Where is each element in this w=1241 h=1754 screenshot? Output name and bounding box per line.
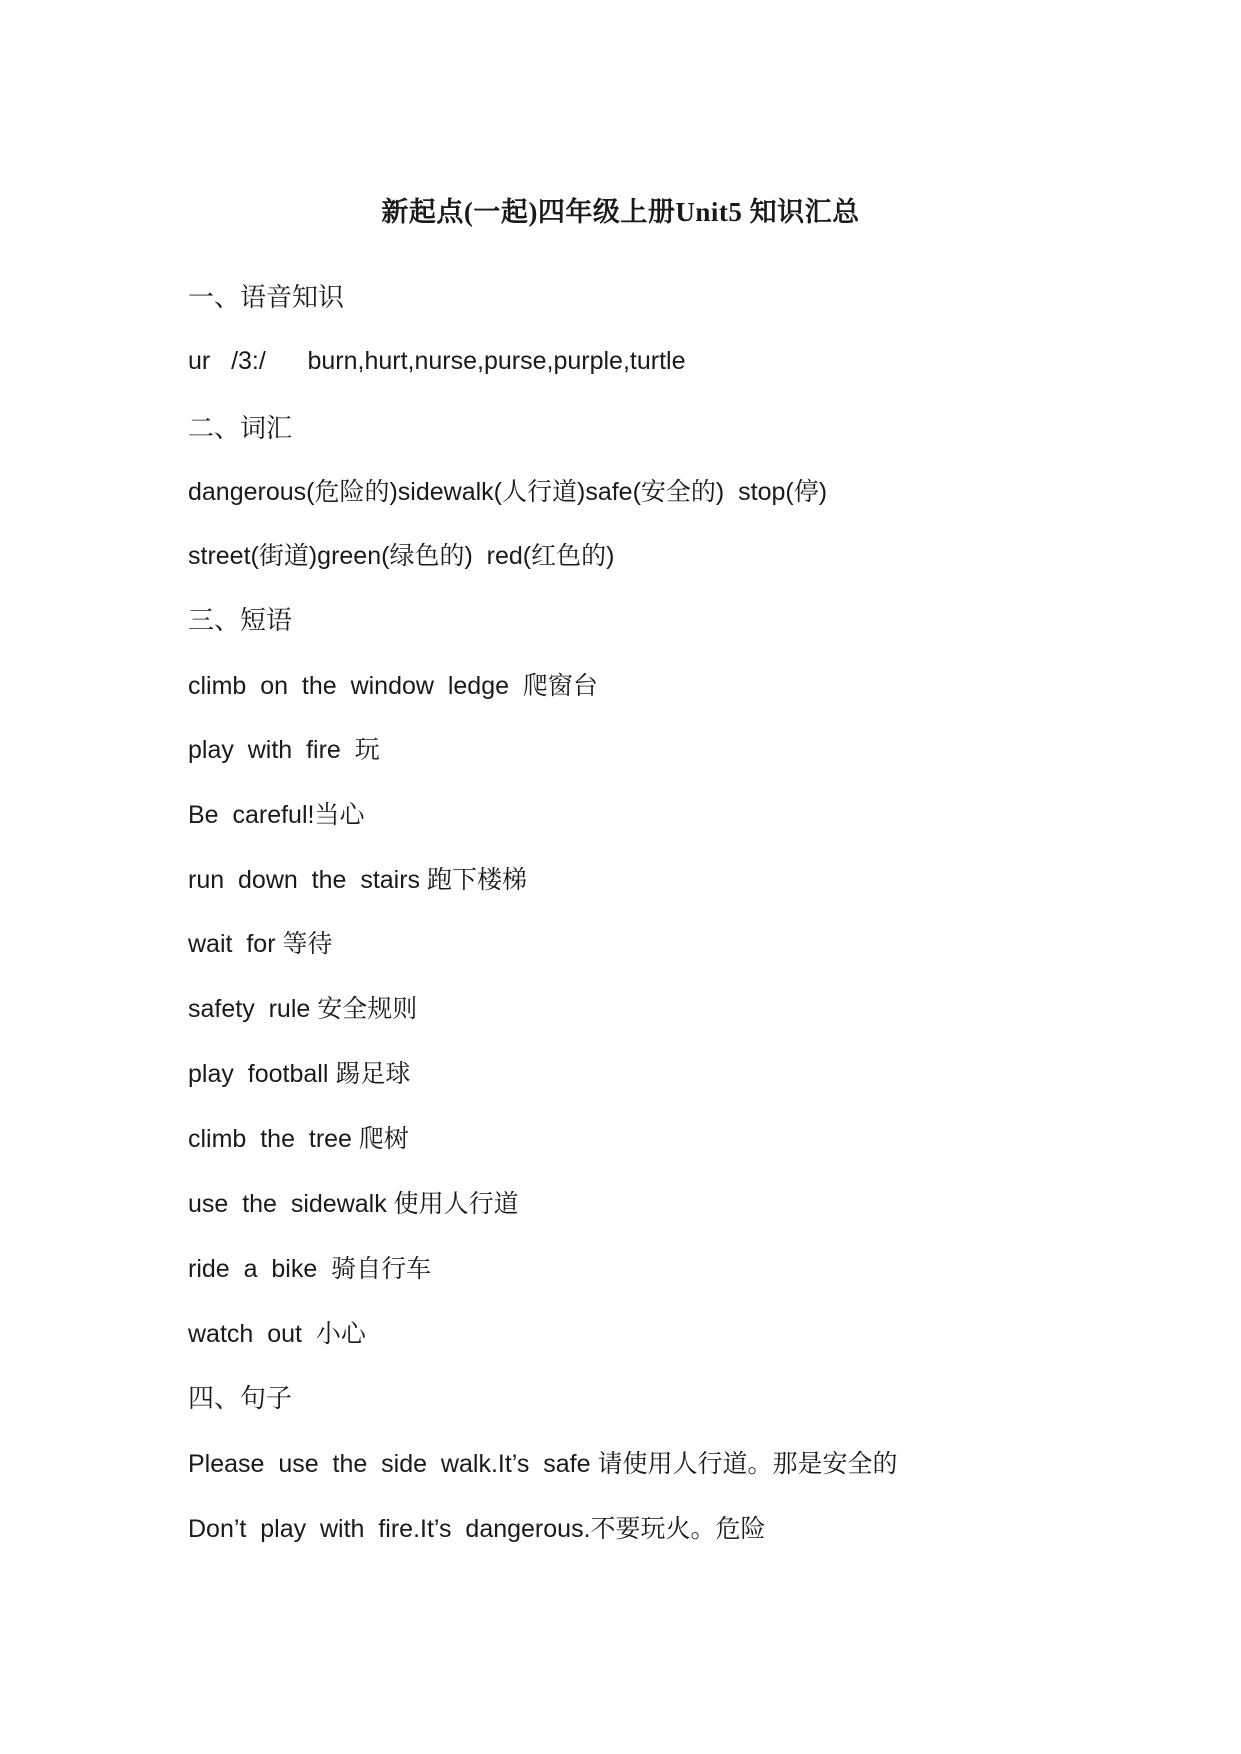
phrase-line: climb on the window ledge 爬窗台 <box>188 672 598 700</box>
document-title: 新起点(一起)四年级上册Unit5 知识汇总 <box>381 197 860 227</box>
phrase-line: climb the tree 爬树 <box>188 1125 409 1153</box>
phrase-line: Be careful!当心 <box>188 801 365 829</box>
vocabulary-line: street(街道)green(绿色的) red(红色的) <box>188 542 615 570</box>
phrase-line: use the sidewalk 使用人行道 <box>188 1190 519 1218</box>
sentence-line: Don’t play with fire.It’s dangerous.不要玩火。危险 <box>188 1515 766 1543</box>
section-heading-vocabulary: 二、词汇 <box>188 414 293 444</box>
sentence-line: Please use the side walk.It’s safe 请使用人行道。那是安全的 <box>188 1450 898 1478</box>
section-heading-phonics: 一、语音知识 <box>188 283 345 313</box>
phrase-line: play football 踢足球 <box>188 1060 411 1088</box>
phonics-line: ur /3:/ burn,hurt,nurse,purse,purple,turtle <box>188 347 686 375</box>
phrase-line: ride a bike 骑自行车 <box>188 1255 432 1283</box>
phrase-line: watch out 小心 <box>188 1320 366 1348</box>
phrase-line: wait for 等待 <box>188 930 333 958</box>
section-heading-sentences: 四、句子 <box>188 1384 293 1414</box>
phrase-line: play with fire 玩 <box>188 736 380 764</box>
section-heading-phrases: 三、短语 <box>188 606 293 636</box>
vocabulary-line: dangerous(危险的)sidewalk(人行道)safe(安全的) stop(停) <box>188 478 828 506</box>
phrase-line: run down the stairs 跑下楼梯 <box>188 866 528 894</box>
phrase-line: safety rule 安全规则 <box>188 995 418 1023</box>
